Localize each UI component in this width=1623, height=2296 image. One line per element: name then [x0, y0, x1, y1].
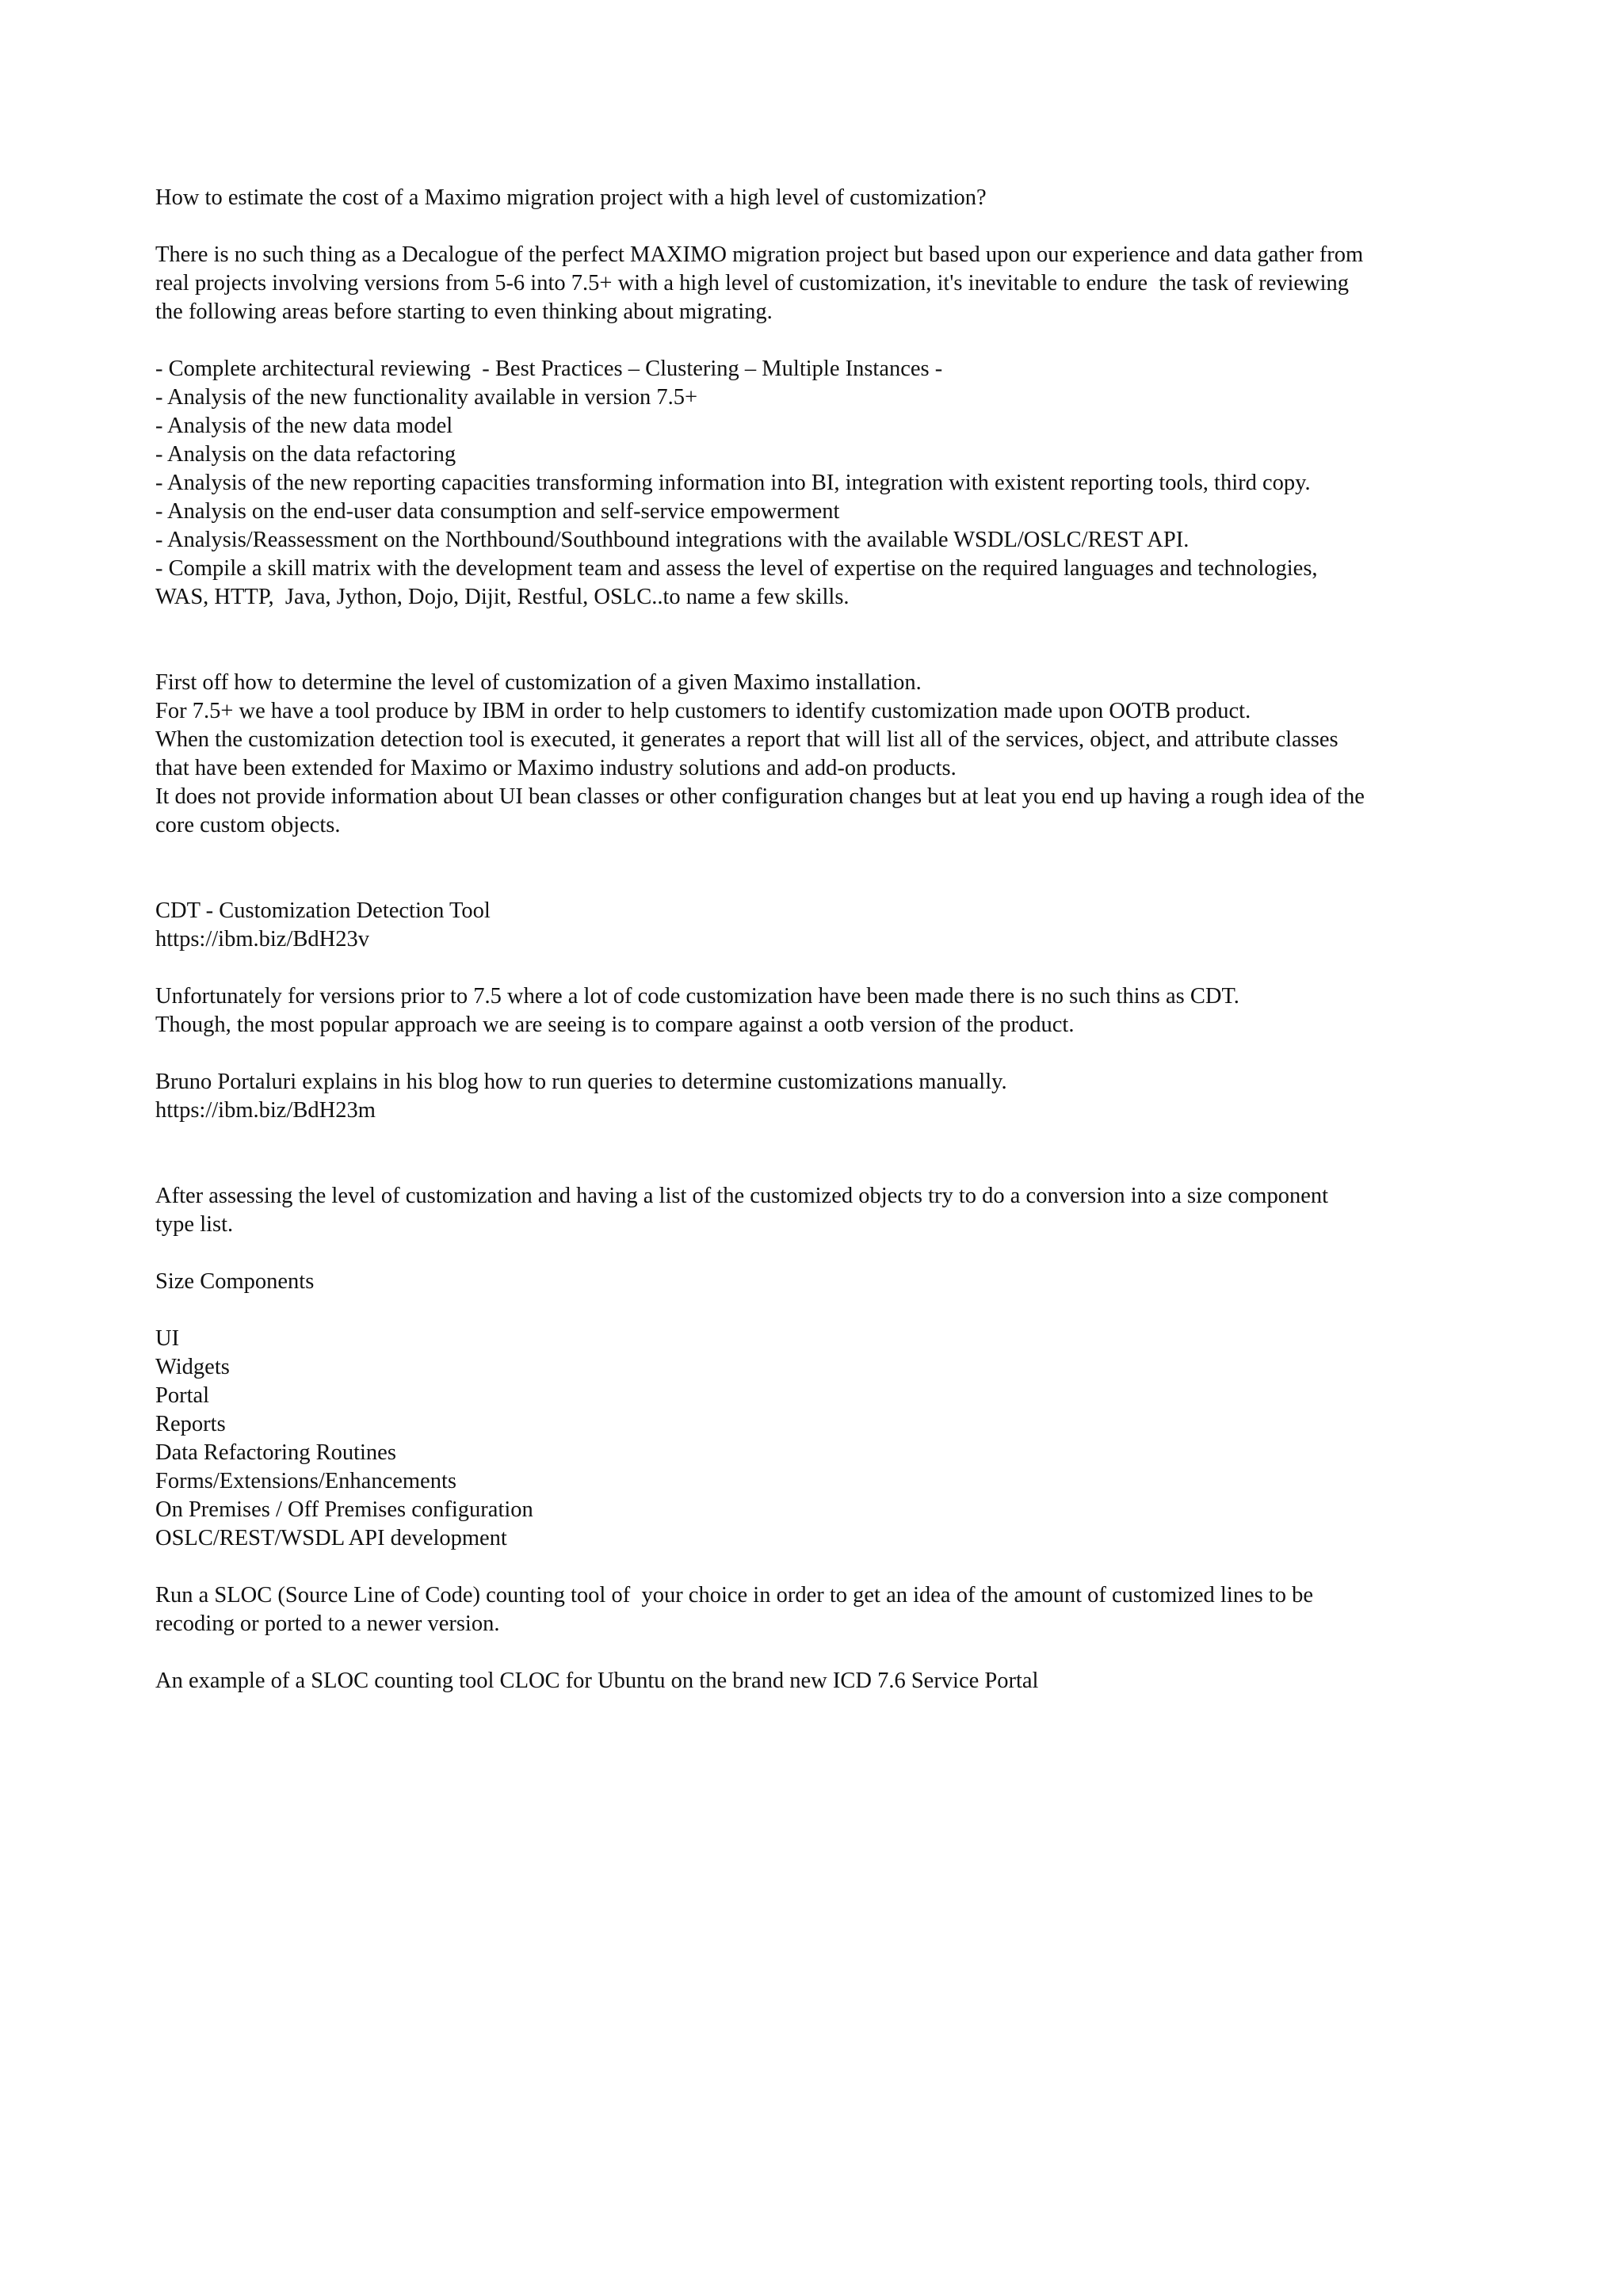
- intro-line-3: the following areas before starting to even thinking about migrating.: [155, 299, 773, 324]
- list-item-data-model: - Analysis of the new data model: [155, 414, 453, 438]
- blank-line: [155, 326, 1487, 355]
- assessment-line-1: After assessing the level of customization and having a list of the customized objects try to do a conversion into a size component: [155, 1184, 1329, 1208]
- document-title: How to estimate the cost of a Maximo migration project with a high level of customization?: [155, 185, 987, 210]
- blank-line: [155, 1154, 1487, 1182]
- blank-line: [155, 1296, 1487, 1325]
- cloc-example: An example of a SLOC counting tool CLOC for Ubuntu on the brand new ICD 7.6 Service Portal: [155, 1669, 1039, 1693]
- blank-line: [155, 868, 1487, 897]
- list-item-architecture: - Complete architectural reviewing - Best Practices – Clustering – Multiple Instances -: [155, 357, 943, 381]
- blank-line: [155, 1638, 1487, 1667]
- prior-versions-line-2: Though, the most popular approach we are seeing is to compare against a ootb version of the product.: [155, 1013, 1075, 1037]
- list-item-end-user: - Analysis on the end-user data consumption and self-service empowerment: [155, 499, 840, 524]
- blank-line: [155, 612, 1487, 640]
- cdt-heading: CDT - Customization Detection Tool: [155, 898, 491, 923]
- assessment-line-2: type list.: [155, 1212, 234, 1237]
- list-item-skill-matrix: - Compile a skill matrix with the development team and assess the level of expertise on the required languages and technologies,: [155, 556, 1318, 581]
- size-component-item: On Premises / Off Premises configuration: [155, 1497, 533, 1522]
- size-component-item: Widgets: [155, 1355, 230, 1379]
- intro-line-2: real projects involving versions from 5-6 into 7.5+ with a high level of customization, it's inevitable to endure the task of reviewing: [155, 271, 1350, 296]
- prior-versions-line-1: Unfortunately for versions prior to 7.5 where a lot of code customization have been made there is no such thins as CDT.: [155, 984, 1239, 1009]
- blank-line: [155, 212, 1487, 241]
- customization-para-line-2: For 7.5+ we have a tool produce by IBM in order to help customers to identify customization made upon OOTB product.: [155, 699, 1251, 723]
- blank-line: [155, 954, 1487, 982]
- customization-para-line-3: When the customization detection tool is executed, it generates a report that will list all of the services, object, and attribute classes: [155, 727, 1338, 752]
- list-item-skill-matrix-cont: WAS, HTTP, Java, Jython, Dojo, Dijit, Restful, OSLC..to name a few skills.: [155, 585, 850, 609]
- intro-line-1: There is no such thing as a Decalogue of the perfect MAXIMO migration project but based upon our experience and data gather from: [155, 242, 1364, 267]
- list-item-functionality: - Analysis of the new functionality available in version 7.5+: [155, 385, 698, 410]
- size-component-item: Reports: [155, 1412, 226, 1436]
- list-item-data-refactoring: - Analysis on the data refactoring: [155, 442, 456, 467]
- customization-para-line-5: It does not provide information about UI bean classes or other configuration changes but at leat you end up having a rough idea of the: [155, 784, 1365, 809]
- list-item-integrations: - Analysis/Reassessment on the Northbound/Southbound integrations with the available WSDL/OSLC/REST API.: [155, 528, 1190, 552]
- size-component-item: OSLC/REST/WSDL API development: [155, 1526, 507, 1550]
- size-component-item: Portal: [155, 1383, 210, 1408]
- size-component-item: Forms/Extensions/Enhancements: [155, 1469, 456, 1493]
- blog-link: https://ibm.biz/BdH23m: [155, 1098, 376, 1123]
- blank-line: [155, 640, 1487, 669]
- sloc-line-1: Run a SLOC (Source Line of Code) counting tool of your choice in order to get an idea of the amount of customized lines to be: [155, 1583, 1314, 1608]
- blank-line: [155, 1039, 1487, 1068]
- size-components-heading: Size Components: [155, 1269, 315, 1294]
- size-component-item: Data Refactoring Routines: [155, 1440, 396, 1465]
- customization-para-line-1: First off how to determine the level of customization of a given Maximo installation.: [155, 670, 922, 695]
- blank-line: [155, 1125, 1487, 1154]
- blank-line: [155, 1553, 1487, 1581]
- size-component-item: UI: [155, 1326, 180, 1351]
- customization-para-line-6: core custom objects.: [155, 813, 341, 837]
- customization-para-line-4: that have been extended for Maximo or Maximo industry solutions and add-on products.: [155, 756, 957, 780]
- document-body: [155, 184, 1487, 1695]
- list-item-reporting: - Analysis of the new reporting capacities transforming information into BI, integration with existent reporting tools, third copy.: [155, 471, 1311, 495]
- blank-line: [155, 1239, 1487, 1268]
- blank-line: [155, 840, 1487, 868]
- sloc-line-2: recoding or ported to a newer version.: [155, 1611, 500, 1636]
- cdt-link: https://ibm.biz/BdH23v: [155, 927, 369, 952]
- blog-reference: Bruno Portaluri explains in his blog how to run queries to determine customizations manually.: [155, 1070, 1007, 1094]
